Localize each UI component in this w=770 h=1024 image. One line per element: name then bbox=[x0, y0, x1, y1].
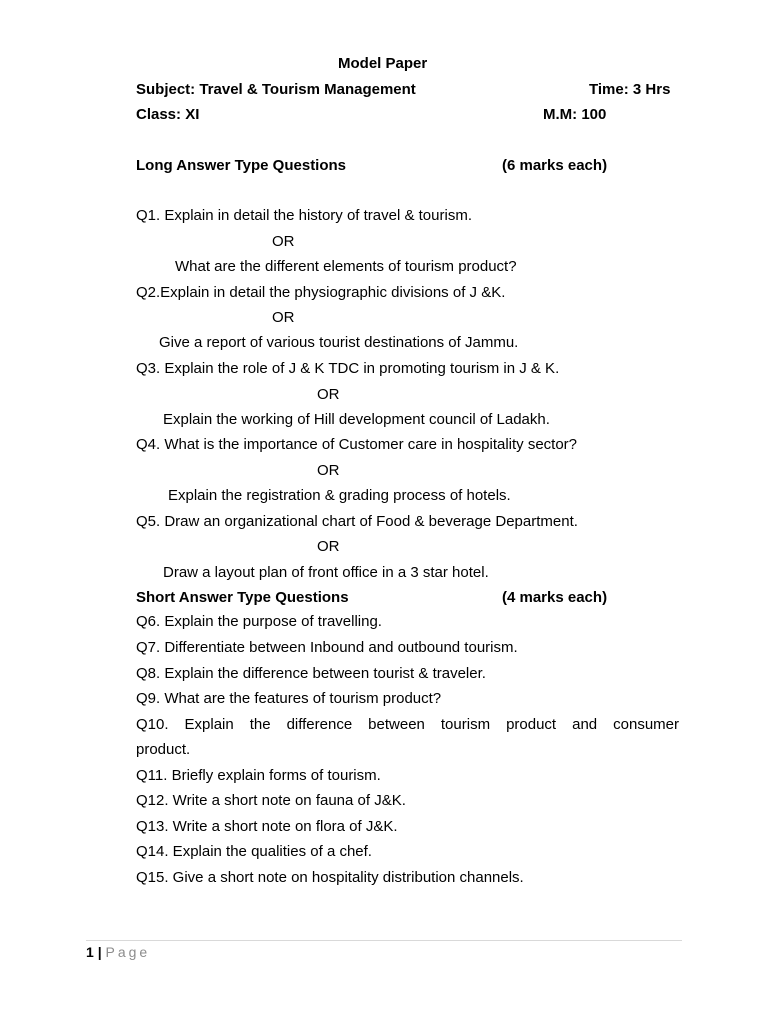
question-q4: Q4. What is the importance of Customer care in hospitality sector? bbox=[136, 436, 578, 453]
max-marks-line: M.M: 100 bbox=[543, 106, 607, 123]
page-footer bbox=[86, 943, 150, 961]
question-q6: Q6. Explain the purpose of travelling. bbox=[136, 613, 382, 630]
question-q5-alt: Draw a layout plan of front office in a 3 star hotel. bbox=[163, 564, 489, 581]
long-section-heading: Long Answer Type Questions bbox=[136, 157, 347, 174]
page-number: 1 bbox=[86, 944, 94, 960]
question-q3: Q3. Explain the role of J & K TDC in promoting tourism in J & K. bbox=[136, 360, 560, 377]
question-q10: Q10. Explain the difference between tourism product and consumer bbox=[136, 716, 679, 733]
subject-line: Subject: Travel & Tourism Management bbox=[136, 81, 416, 98]
question-q9: Q9. What are the features of tourism product? bbox=[136, 690, 442, 707]
short-section-marks: (4 marks each) bbox=[502, 589, 608, 606]
question-q2: Q2.Explain in detail the physiographic divisions of J &K. bbox=[136, 284, 506, 301]
or-separator: OR bbox=[272, 233, 295, 250]
question-q3-alt: Explain the working of Hill development council of Ladakh. bbox=[163, 411, 550, 428]
question-q12: Q12. Write a short note on fauna of J&K. bbox=[136, 792, 406, 809]
question-q8: Q8. Explain the difference between tourist & traveler. bbox=[136, 665, 486, 682]
short-section-heading: Short Answer Type Questions bbox=[136, 589, 349, 606]
question-q10-continued: product. bbox=[136, 741, 191, 758]
question-q2-alt: Give a report of various tourist destinations of Jammu. bbox=[159, 334, 519, 351]
class-line: Class: XI bbox=[136, 106, 200, 123]
or-separator: OR bbox=[317, 538, 340, 555]
footer-divider bbox=[86, 940, 682, 941]
question-q13: Q13. Write a short note on flora of J&K. bbox=[136, 818, 398, 835]
page-label: Page bbox=[105, 944, 151, 960]
long-section-marks: (6 marks each) bbox=[502, 157, 608, 174]
question-q14: Q14. Explain the qualities of a chef. bbox=[136, 843, 372, 860]
or-separator: OR bbox=[272, 309, 295, 326]
page-separator: | bbox=[97, 944, 102, 960]
or-separator: OR bbox=[317, 386, 340, 403]
paper-title: Model Paper bbox=[338, 55, 428, 72]
question-q1-alt: What are the different elements of tourism product? bbox=[175, 258, 517, 275]
question-q11: Q11. Briefly explain forms of tourism. bbox=[136, 767, 381, 784]
question-q4-alt: Explain the registration & grading process of hotels. bbox=[168, 487, 511, 504]
question-q7: Q7. Differentiate between Inbound and outbound tourism. bbox=[136, 639, 518, 656]
question-q15: Q15. Give a short note on hospitality distribution channels. bbox=[136, 869, 524, 886]
question-q1: Q1. Explain in detail the history of travel & tourism. bbox=[136, 207, 472, 224]
time-line: Time: 3 Hrs bbox=[589, 81, 671, 98]
or-separator: OR bbox=[317, 462, 340, 479]
question-q5: Q5. Draw an organizational chart of Food & beverage Department. bbox=[136, 513, 578, 530]
